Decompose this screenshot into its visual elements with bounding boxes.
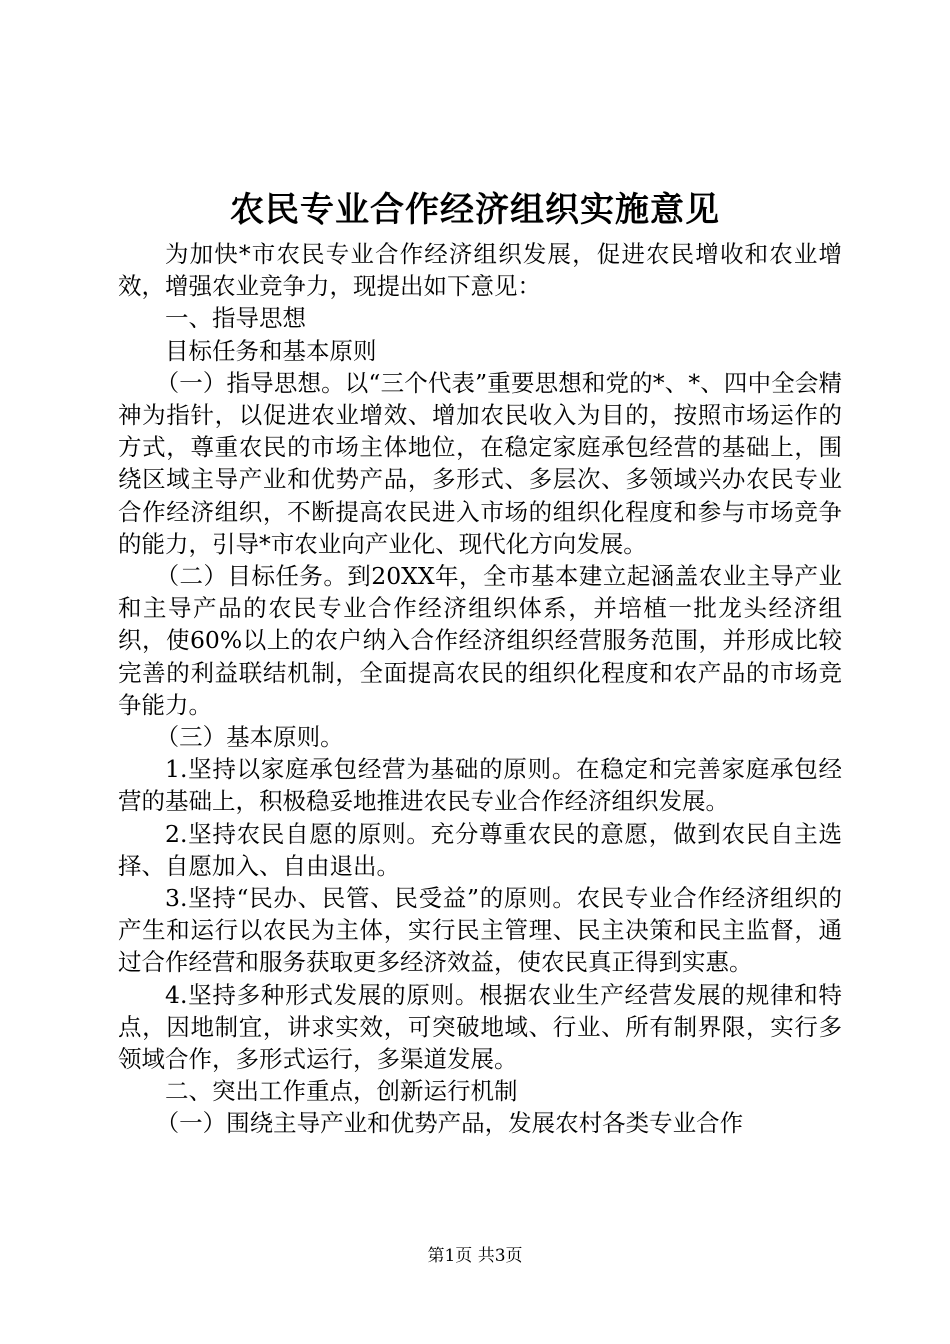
page-footer: 第1页 共3页 (427, 1246, 523, 1266)
paragraph-guiding-thought: （一）指导思想。以“三个代表”重要思想和党的*、*、四中全会精神为指针，以促进农业增效、增加农民收入为目的，按照市场运作的方式，尊重农民的市场主体地位，在稳定家庭承包经营的基础上，围绕区域主导产业和优势产品，多形式、多层次、多领域兴办农民专业合作经济组织，不断提高农民进入市场的组织化程度和参与市场竞争的能力，引导*市农业向产业化、现代化方向发展。 (118, 368, 842, 558)
intro-paragraph: 为加快*市农民专业合作经济组织发展，促进农民增收和农业增效，增强农业竞争力，现提出如下意见： (118, 240, 842, 301)
section-heading-2: 二、突出工作重点，创新运行机制 (165, 1077, 518, 1106)
principle-item-1: 1.坚持以家庭承包经营为基础的原则。在稳定和完善家庭承包经营的基础上，积极稳妥地推进农民专业合作经济组织发展。 (118, 755, 842, 816)
document-title: 农民专业合作经济组织实施意见 (230, 190, 720, 230)
paragraph-basic-principles: （三）基本原则。 (155, 723, 344, 752)
paragraph-focus-1: （一）围绕主导产业和优势产品，发展农村各类专业合作 (155, 1109, 744, 1138)
section-heading-1: 一、指导思想 (165, 304, 306, 333)
principle-item-2: 2.坚持农民自愿的原则。充分尊重农民的意愿，做到农民自主选择、自愿加入、自由退出。 (118, 819, 842, 880)
paragraph-target-task: （二）目标任务。到20XX年，全市基本建立起涵盖农业主导产业和主导产品的农民专业合作经济组织体系，并培植一批龙头经济组织，使60%以上的农户纳入合作经济组织经营服务范围，并形成比较完善的利益联结机制，全面提高农民的组织化程度和农产品的市场竞争能力。 (118, 562, 842, 719)
document-body (118, 238, 842, 1140)
subsection-heading: 目标任务和基本原则 (165, 336, 377, 365)
principle-item-4: 4.坚持多种形式发展的原则。根据农业生产经营发展的规律和特点，因地制宜，讲求实效，可突破地域、行业、所有制界限，实行多领域合作，多形式运行，多渠道发展。 (118, 980, 842, 1074)
principle-item-3: 3.坚持“民办、民管、民受益”的原则。农民专业合作经济组织的产生和运行以农民为主体，实行民主管理、民主决策和民主监督，通过合作经营和服务获取更多经济效益，使农民真正得到实惠。 (118, 884, 842, 977)
